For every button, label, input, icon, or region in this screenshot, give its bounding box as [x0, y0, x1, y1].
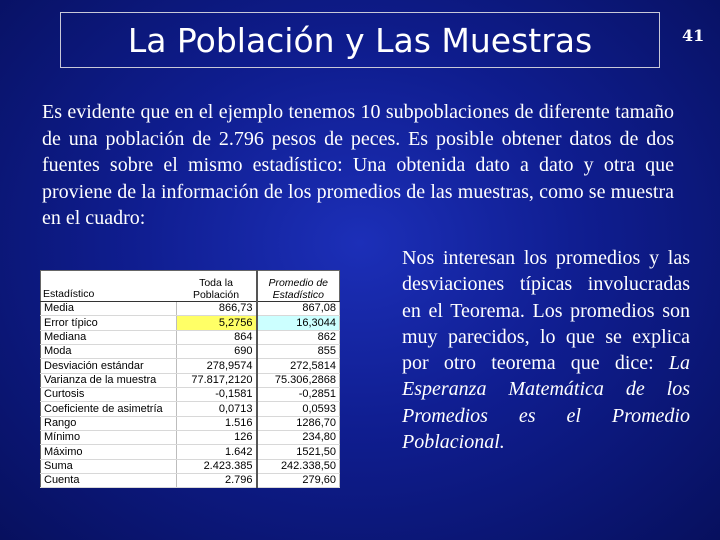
- statistics-table: [40, 270, 340, 488]
- table-row: [41, 402, 340, 416]
- title-box: [60, 12, 660, 68]
- poblacion-value: 5,2756: [177, 316, 257, 330]
- table-row: [41, 330, 340, 344]
- row-label: Coeficiente de asimetría: [41, 402, 177, 416]
- poblacion-value: 77.817,2120: [177, 373, 257, 387]
- slide-title: La Población y Las Muestras: [127, 20, 593, 60]
- table-row: [41, 431, 340, 445]
- promedio-value: 75.306,2868: [257, 373, 340, 387]
- table-row: [41, 416, 340, 430]
- promedio-value: 16,3044: [257, 316, 340, 330]
- poblacion-value: 0,0713: [177, 402, 257, 416]
- row-label: Varianza de la muestra: [41, 373, 177, 387]
- poblacion-value: 278,9574: [177, 359, 257, 373]
- poblacion-value: 2.423.385: [177, 459, 257, 473]
- promedio-value: 242.338,50: [257, 459, 340, 473]
- promedio-value: 279,60: [257, 474, 340, 488]
- side-paragraph-italic: La Esperanza Matemática de los Promedios es el Promedio Poblacional.: [402, 352, 690, 454]
- row-label: Media: [41, 302, 177, 316]
- table-header-row: [41, 271, 340, 302]
- table-row: [41, 302, 340, 316]
- promedio-value: 1521,50: [257, 445, 340, 459]
- intro-paragraph: Es evidente que en el ejemplo tenemos 10 subpoblaciones de diferente tamaño de una población de 2.796 pesos de peces. Es posible obtener datos de dos fuentes sobre el mismo estadístico: Una obtenida dato a dato y otra que proviene de la información de los promedios de las muestras, como se muestra en el cuadro:: [42, 101, 674, 229]
- table-row: [41, 316, 340, 330]
- promedio-value: 862: [257, 330, 340, 344]
- row-label: Moda: [41, 345, 177, 359]
- row-label: Cuenta: [41, 474, 177, 488]
- poblacion-value: 2.796: [177, 474, 257, 488]
- promedio-value: 234,80: [257, 431, 340, 445]
- poblacion-value: 126: [177, 431, 257, 445]
- row-label: Curtosis: [41, 388, 177, 402]
- promedio-value: 855: [257, 345, 340, 359]
- side-paragraph-plain: Nos interesan los promedios y las desviaciones típicas involucradas en el Teorema. Los promedios son muy parecidos, lo que se explica por otro teorema que dice:: [402, 247, 690, 375]
- row-label: Rango: [41, 416, 177, 430]
- poblacion-value: 866,73: [177, 302, 257, 316]
- poblacion-value: 690: [177, 345, 257, 359]
- promedio-value: 1286,70: [257, 416, 340, 430]
- row-label: Suma: [41, 459, 177, 473]
- row-label: Error típico: [41, 316, 177, 330]
- promedio-value: 0,0593: [257, 402, 340, 416]
- row-label: Máximo: [41, 445, 177, 459]
- promedio-value: 867,08: [257, 302, 340, 316]
- row-label: Mínimo: [41, 431, 177, 445]
- header-promedio: Promedio de Estadístico: [257, 271, 340, 302]
- promedio-value: 272,5814: [257, 359, 340, 373]
- table-row: [41, 459, 340, 473]
- header-poblacion: Toda la Población: [177, 271, 257, 302]
- promedio-value: -0,2851: [257, 388, 340, 402]
- side-paragraph: [402, 245, 690, 455]
- row-label: Desviación estándar: [41, 359, 177, 373]
- table-row: [41, 345, 340, 359]
- poblacion-value: -0,1581: [177, 388, 257, 402]
- poblacion-value: 1.642: [177, 445, 257, 459]
- slide-number: 41: [682, 26, 705, 45]
- poblacion-value: 864: [177, 330, 257, 344]
- poblacion-value: 1.516: [177, 416, 257, 430]
- header-estadistico: Estadístico: [41, 271, 177, 302]
- table-row: [41, 474, 340, 488]
- row-label: Mediana: [41, 330, 177, 344]
- table-row: [41, 445, 340, 459]
- table-row: [41, 359, 340, 373]
- table-row: [41, 388, 340, 402]
- table-row: [41, 373, 340, 387]
